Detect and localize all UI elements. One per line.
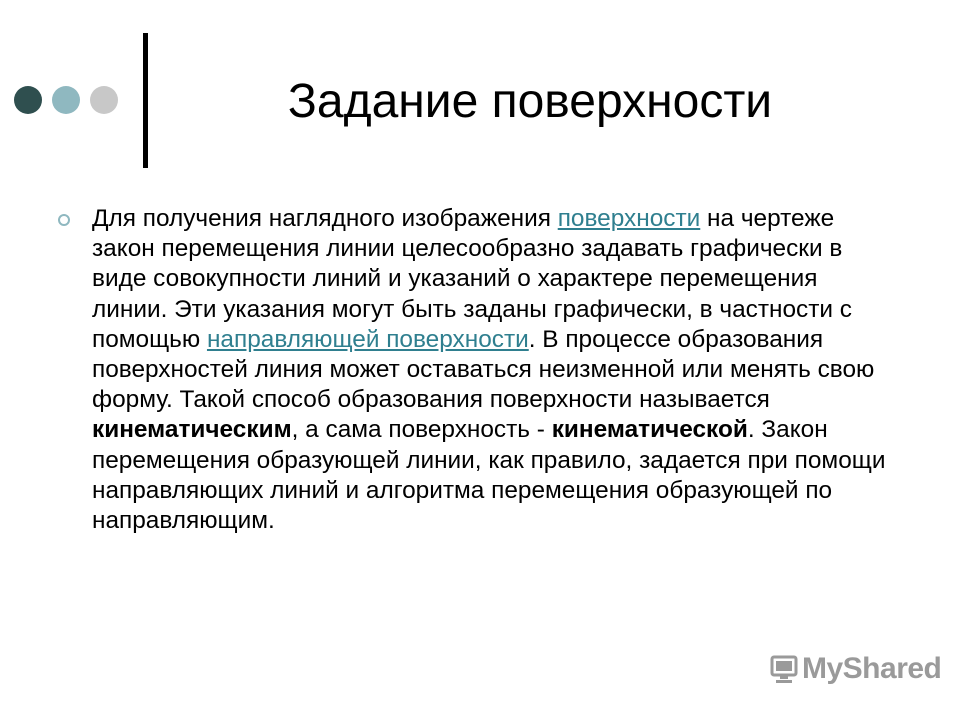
bullet-paragraph: [92, 204, 892, 536]
dot-dark: [14, 86, 42, 114]
bold-term-kinematic-surface: кинематической: [551, 416, 748, 444]
slide-title: Задание поверхности: [287, 75, 773, 128]
decorative-dots: [14, 86, 118, 114]
bullet-item: [58, 204, 900, 536]
link-guide-surface[interactable]: направляющей поверхности: [206, 325, 529, 353]
text-segment: . В процессе образования поверхностей линия может оставаться неизменной или менять свою форму. Такой способ образования поверхности называется: [92, 325, 875, 414]
text-segment: , а сама поверхность -: [291, 416, 552, 444]
text-segment: Для получения наглядного изображения: [92, 205, 558, 232]
bold-term-kinematic: кинематическим: [92, 416, 292, 444]
link-surface[interactable]: поверхности: [557, 205, 701, 232]
watermark-logo: [770, 652, 941, 686]
watermark-text: MyShared: [802, 652, 942, 685]
bullet-circle-icon: [58, 214, 70, 226]
dot-teal: [52, 86, 80, 114]
title-divider-line: [143, 33, 148, 168]
text-segment: на чертеже закон перемещения линии целесообразно задавать графически в виде совокупности линий и указаний о характере перемещения линии. Эти указания могут быть заданы графически, в частности с помощью: [92, 205, 853, 353]
dot-gray: [90, 86, 118, 114]
slide-content: [58, 204, 900, 536]
text-segment: . Закон перемещения образующей линии, как правило, задается при помощи направляющих линий и алгоритма перемещения образующей по направляющим.: [92, 416, 886, 535]
mytests-logo-icon: [770, 654, 798, 684]
